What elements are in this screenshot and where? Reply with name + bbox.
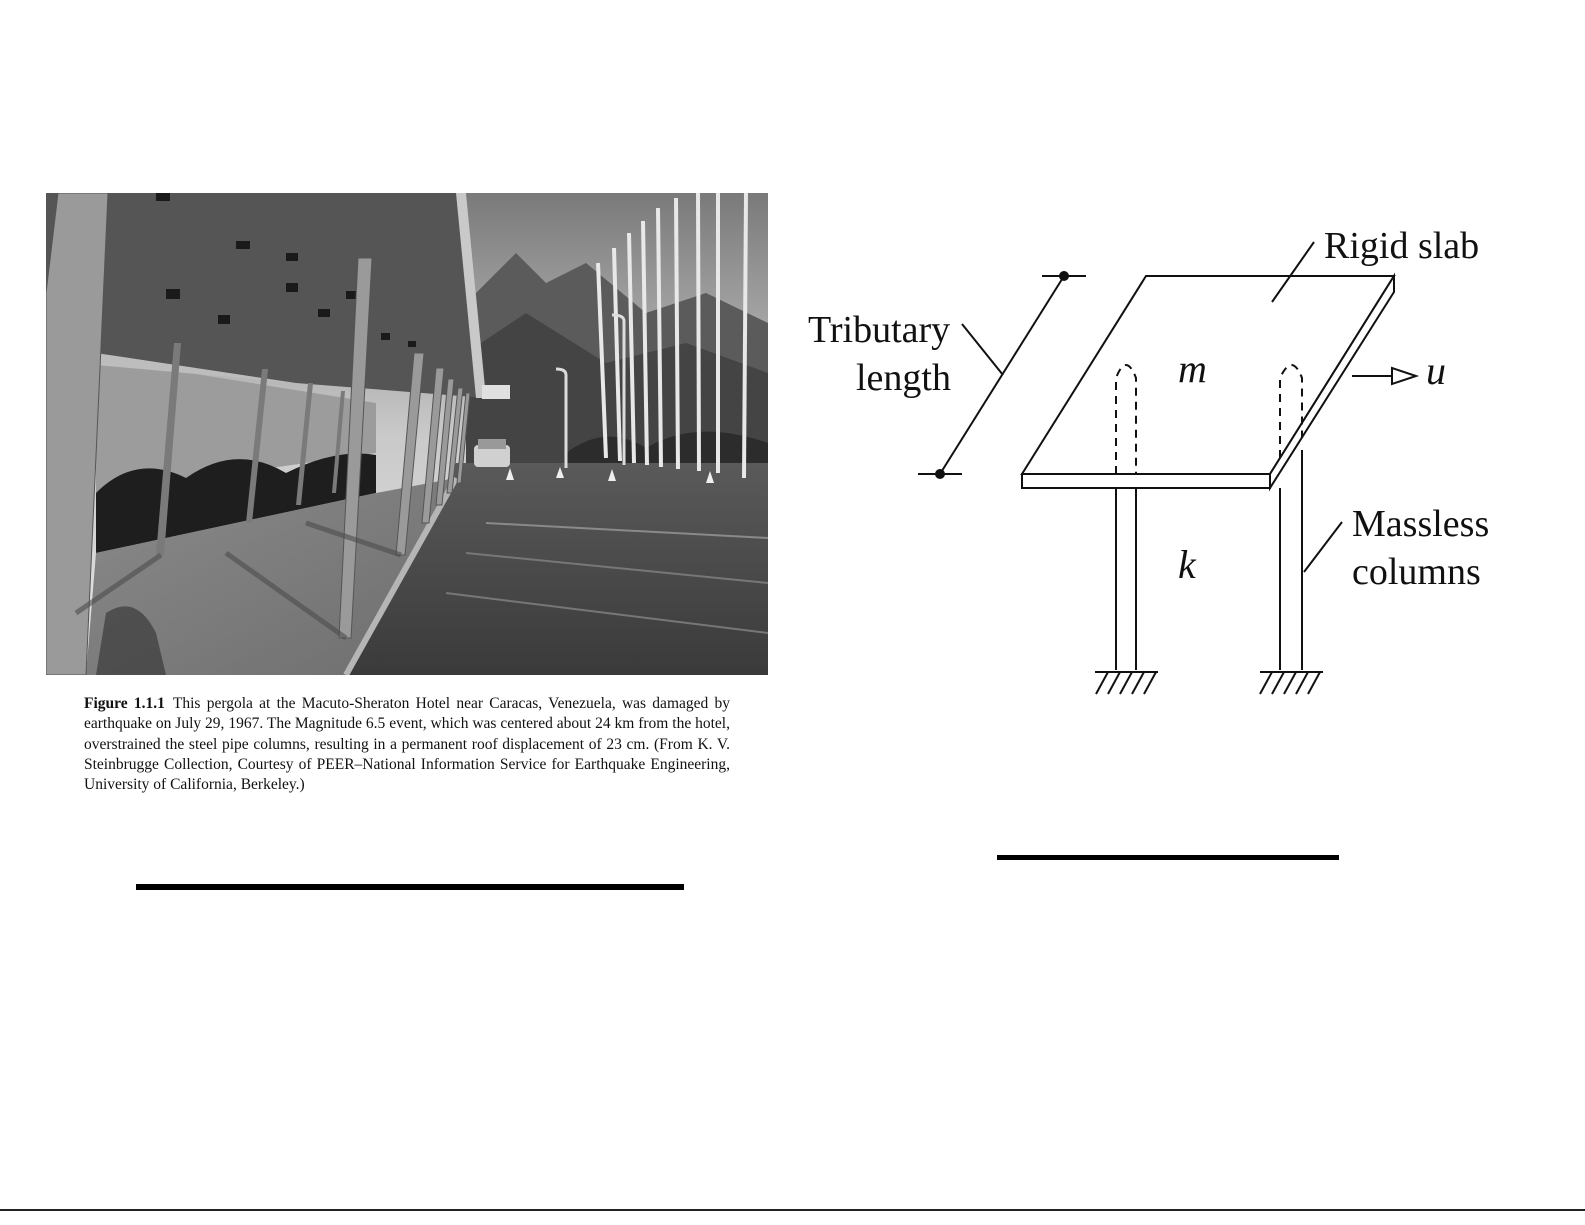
tributary-label-line2: length (856, 357, 951, 399)
sdof-frame-diagram (790, 200, 1550, 720)
tributary-label-line1: Tributary (808, 309, 951, 351)
massless-label-line2: columns (1352, 551, 1481, 593)
bottom-rule (0, 1209, 1585, 1211)
underline-rule-right (997, 855, 1339, 860)
fixed-supports (1095, 672, 1323, 694)
underline-rule-left (136, 884, 684, 890)
rigid-slab-label: Rigid slab (1324, 225, 1480, 267)
figure-caption-label: Figure 1.1.1 (84, 695, 165, 712)
massless-label-line1: Massless (1352, 503, 1490, 545)
stiffness-label: k (1178, 542, 1196, 587)
displacement-label: u (1426, 348, 1446, 393)
pergola-photo (46, 193, 768, 675)
rigid-slab-front (1022, 474, 1270, 488)
figure-caption-text: This pergola at the Macuto-Sheraton Hotel near Caracas, Venezuela, was damaged by earthquake on July 29, 1967. The Magnitude 6.5 event, which was centered about 24 km from the hotel, overstrained the steel pipe columns, resulting in a permanent roof displacement of 23 cm. (From K. V. Steinbrugge Collection, Courtesy of PEER–National Information Service for Earthquake Engineering, University of California, Berkeley.) (84, 695, 731, 794)
figure-caption (84, 694, 730, 795)
mass-label: m (1178, 346, 1207, 391)
massless-columns-leader (1304, 522, 1342, 572)
displacement-arrow (1352, 368, 1416, 384)
